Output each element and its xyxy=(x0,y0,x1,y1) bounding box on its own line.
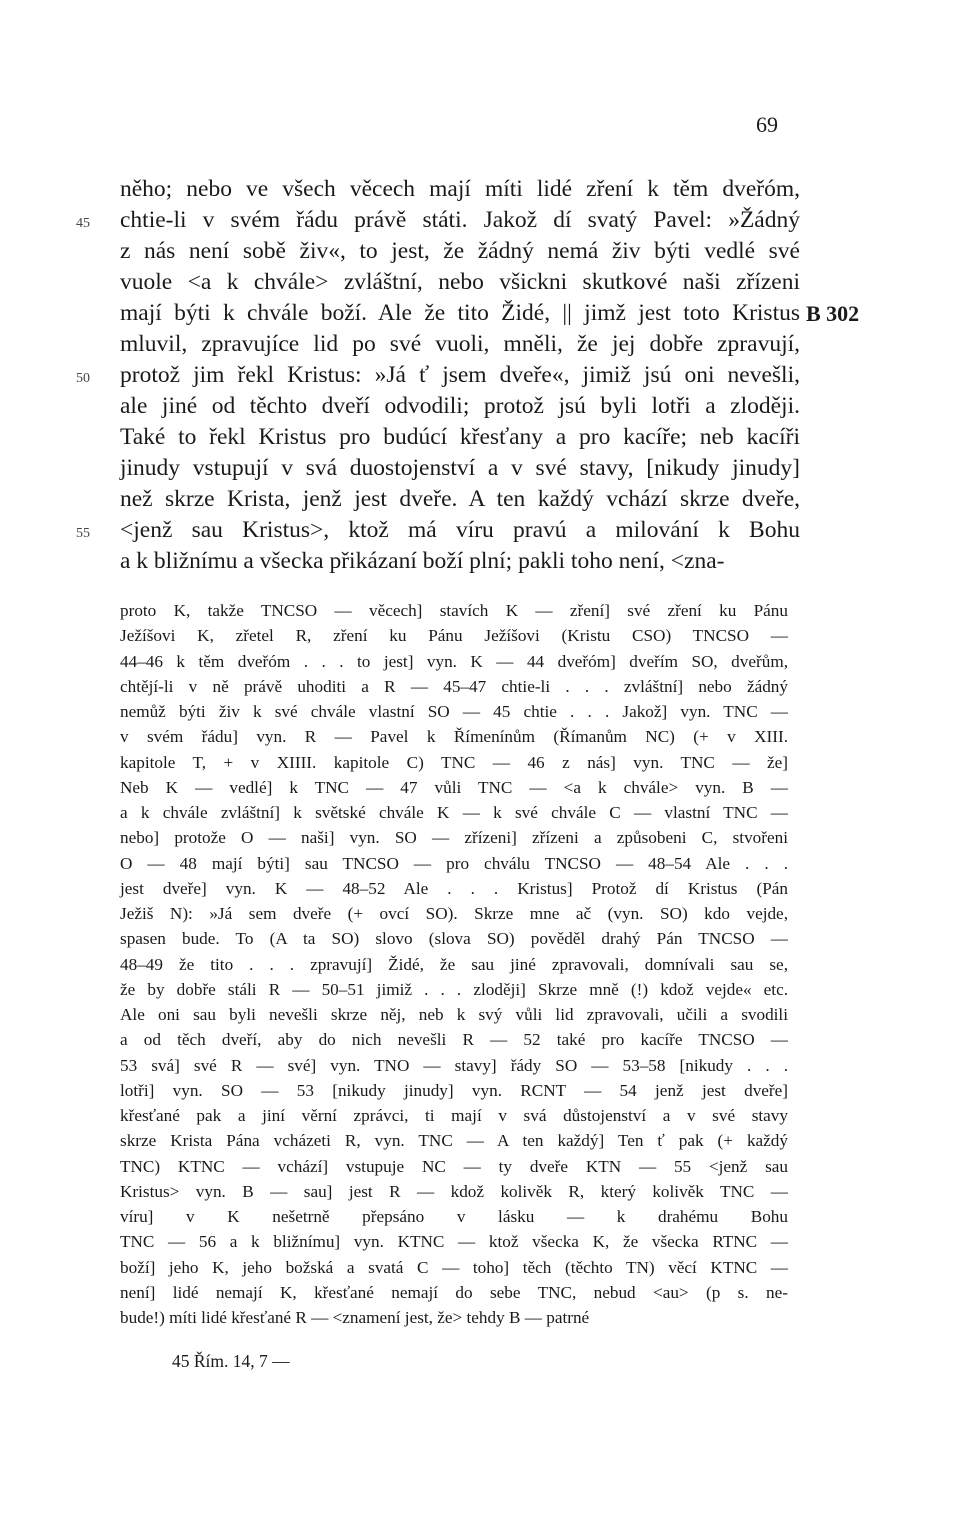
main-text xyxy=(76,174,860,577)
text-line xyxy=(120,329,800,360)
text-line xyxy=(120,546,800,577)
page-number: 69 xyxy=(756,112,778,137)
apparatus-line: 44–46 k těm dveřóm . . . to jest] vyn. K — 44 dveřóm] dveřím SO, dveřům, xyxy=(120,651,788,671)
critical-apparatus xyxy=(120,598,788,1330)
apparatus-line: spasen bude. To (A ta SO) slovo (slova SO) pověděl drahý Pán TNCSO — xyxy=(120,929,788,949)
line-text: jinudy vstupují v svá duostojenství a v své stavy, [nikudy jinudy] xyxy=(120,455,800,481)
margin-reference: B 302 xyxy=(806,301,860,326)
line-text: a k bližnímu a všecka přikázaní boží plní; pakli toho není, <zna- xyxy=(120,548,725,574)
text-line xyxy=(120,267,800,298)
line-text: vuole <a k chvále> zvláštní, nebo všickni skutkové naši zřízeni xyxy=(120,269,800,295)
apparatus-line: že by dobře stáli R — 50–51 jimiž . . . zloději] Skrze mně (!) kdož vejde« etc. xyxy=(120,979,788,999)
line-text: mají býti k chvále boží. Ale že tito Židé, || jimž jest toto Kristus xyxy=(120,300,800,326)
apparatus-line: 53 svá] své R — své] vyn. TNO — stavy] řády SO — 53–58 [nikudy . . . xyxy=(120,1055,788,1075)
apparatus-line: křesťané pak a jiní věrní zprávci, ti mají v svá důstojenství a v své stavy xyxy=(120,1106,788,1125)
text-line xyxy=(76,205,800,236)
line-text: ale jiné od těchto dveří odvodili; protož jsú byli lotři a zloději. xyxy=(120,393,800,419)
apparatus-line: nemůž býti živ k své chvále vlastní SO — 45 chtie . . . Jakož] vyn. TNC — xyxy=(120,702,788,721)
text-line xyxy=(120,236,800,267)
apparatus-line: skrze Krista Pána vcházeti R, vyn. TNC — A ten každý] Ten ť pak (+ každý xyxy=(120,1131,788,1151)
apparatus-line: bude!) míti lidé křesťané R — <znamení jest, že> tehdy B — patrné xyxy=(120,1308,590,1327)
apparatus-line: Ježiš N): »Já sem dveře (+ ovcí SO). Skrze mne ač (vyn. SO) kdo vejde, xyxy=(120,904,788,923)
footnote: 45 Řím. 14, 7 — xyxy=(172,1351,290,1371)
line-number: 55 xyxy=(76,526,90,541)
line-text: <jenž sau Kristus>, ktož má víru pravú a milování k Bohu xyxy=(120,517,800,543)
line-text: Také to řekl Kristus pro budúcí křesťany a pro kacíře; neb kacíři xyxy=(120,424,800,450)
text-line xyxy=(76,515,800,546)
apparatus-line: víru] v K nešetrně přepsáno v lásku — k drahému Bohu xyxy=(120,1207,788,1226)
apparatus-line: a k chvále zvláštní] k světské chvále K — k své chvále C — vlastní TNC — xyxy=(120,803,788,822)
apparatus-line: O — 48 mají býti] sau TNCSO — pro chválu TNCSO — 48–54 Ale . . . xyxy=(120,853,788,873)
line-text: mluvil, zpravujíce lid po své vuoli, mněli, že jej dobře zpravují, xyxy=(120,331,800,357)
apparatus-line: 48–49 že tito . . . zpravují] Židé, že sau jiné zpravovali, domnívali sau se, xyxy=(120,954,788,974)
apparatus-line: v svém řádu] vyn. R — Pavel k Římenínům (Římanům NC) (+ v XIII. xyxy=(120,727,788,747)
line-number: 50 xyxy=(76,371,90,386)
apparatus-line: boží] jeho K, jeho božská a svatá C — toho] těch (těchto TN) věcí KTNC — xyxy=(120,1257,788,1277)
line-text: než skrze Krista, jenž jest dveře. A ten každý vchází skrze dveře, xyxy=(120,486,800,512)
apparatus-line: Neb K — vedlé] k TNC — 47 vůli TNC — <a k chvále> vyn. B — xyxy=(120,777,788,797)
apparatus-line: proto K, takže TNCSO — věcech] stavích K — zření] své zření ku Pánu xyxy=(120,601,788,620)
line-text: z nás není sobě živ«, to jest, že žádný nemá živ býti vedlé své xyxy=(120,238,800,264)
text-line xyxy=(120,484,800,515)
line-text: něho; nebo ve všech věcech mají míti lidé zření k těm dveřóm, xyxy=(120,176,800,202)
text-line xyxy=(120,298,860,329)
apparatus-line: Ježíšovi K, zřetel R, zření ku Pánu Ježíšovi (Kristu CSO) TNCSO — xyxy=(120,626,788,646)
apparatus-line: TNC) KTNC — vchází] vstupuje NC — ty dveře KTN — 55 <jenž sau xyxy=(120,1156,788,1176)
apparatus-line: chtějí-li v ně právě uhoditi a R — 45–47 chtie-li . . . zvláštní] nebo žádný xyxy=(120,676,788,696)
apparatus-line: jest dveře] vyn. K — 48–52 Ale . . . Kristus] Protož dí Kristus (Pán xyxy=(120,878,788,898)
apparatus-line: Kristus> vyn. B — sau] jest R — kdož kolivěk R, který kolivěk TNC — xyxy=(120,1181,788,1201)
text-line xyxy=(120,453,800,484)
apparatus-line: a od těch dveří, aby do nich nevešli R — 52 také pro kacíře TNCSO — xyxy=(120,1030,788,1050)
text-line xyxy=(120,422,800,453)
line-number: 45 xyxy=(76,216,90,231)
text-line xyxy=(120,174,800,205)
text-line xyxy=(76,360,800,391)
apparatus-line: nebo] protože O — naši] vyn. SO — zřízeni] zřízeni a způsobeni C, stvořeni xyxy=(120,828,788,848)
apparatus-line: není] lidé nemají K, křesťané nemají do sebe TNC, nebud <au> (p s. ne- xyxy=(120,1282,788,1302)
apparatus-line: Ale oni sau byli nevešli skrze něj, neb k svý vůli lid zpravovali, učili a svodili xyxy=(120,1005,788,1024)
line-text: chtie-li v svém řádu právě státi. Jakož dí svatý Pavel: »Žádný xyxy=(120,207,800,233)
text-line xyxy=(120,391,800,422)
apparatus-line: kapitole T, + v XIIII. kapitole C) TNC — 46 z nás] vyn. TNC — že] xyxy=(120,752,788,772)
apparatus-line: lotři] vyn. SO — 53 [nikudy jinudy] vyn. RCNT — 54 jenž jest dveře] xyxy=(120,1080,788,1100)
apparatus-line: TNC — 56 a k bližnímu] vyn. KTNC — ktož všecka K, že všecka RTNC — xyxy=(120,1232,788,1252)
line-text: protož jim řekl Kristus: »Já ť jsem dveře«, jimiž jsú oni nevešli, xyxy=(120,362,800,388)
